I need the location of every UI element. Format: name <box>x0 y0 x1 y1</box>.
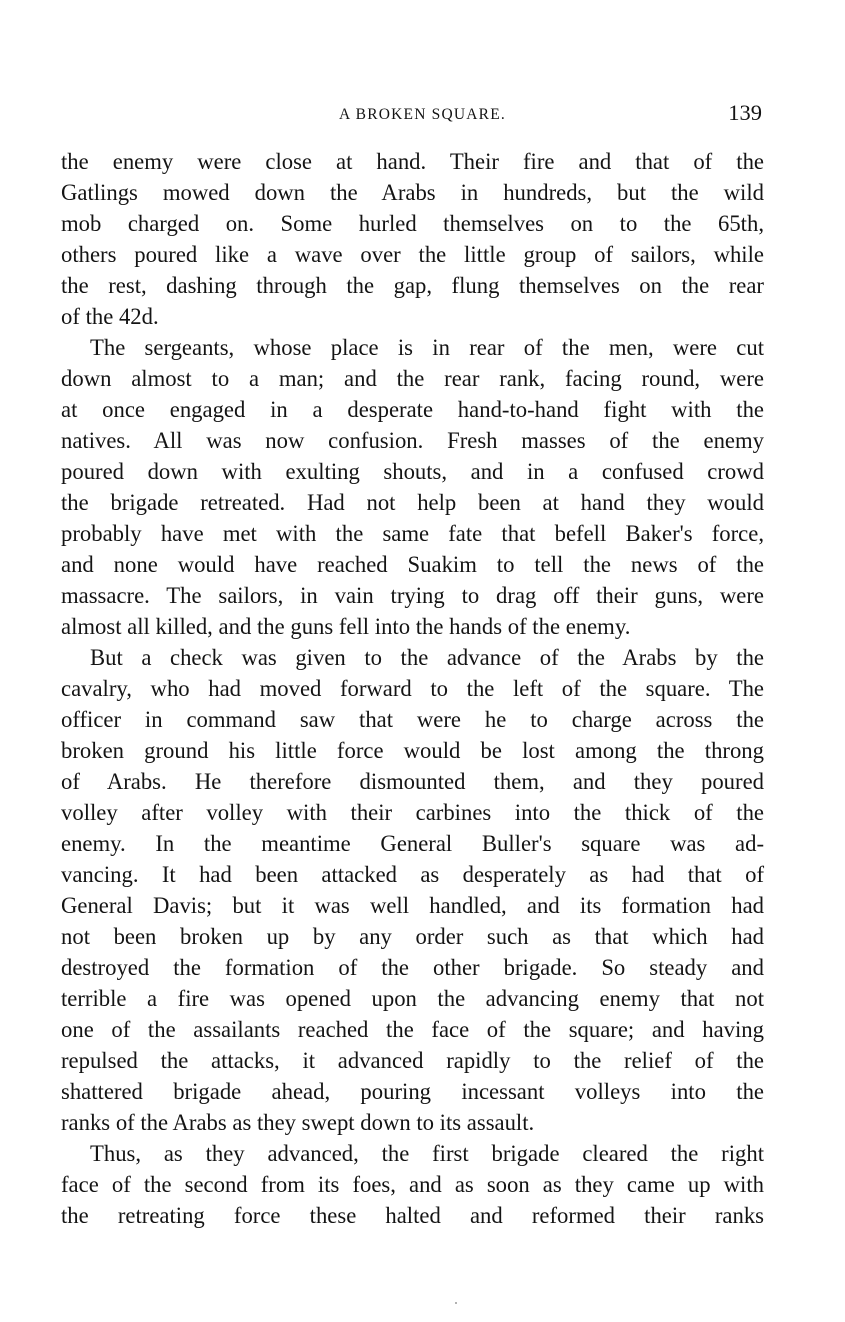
text-line: face of the second from its foes, and as soon as they came up with <box>61 1172 764 1197</box>
text-line: not been broken up by any order such as that which had <box>61 924 764 949</box>
text-line: General Davis; but it was well handled, and its formation had <box>61 893 764 918</box>
text-line: at once engaged in a desperate hand-to-hand fight with the <box>61 397 764 422</box>
text-line: others poured like a wave over the little group of sailors, while <box>61 242 764 267</box>
paragraph-first-line: The sergeants, whose place is in rear of the men, were cut <box>90 335 764 360</box>
book-page <box>61 96 764 1231</box>
text-line: massacre. The sailors, in vain trying to drag off their guns, were <box>61 583 764 608</box>
text-line: repulsed the attacks, it advanced rapidly to the relief of the <box>61 1048 764 1073</box>
text-line: terrible a fire was opened upon the advancing enemy that not <box>61 986 764 1011</box>
text-line: one of the assailants reached the face of the square; and having <box>61 1017 764 1042</box>
text-line: of Arabs. He therefore dismounted them, and they poured <box>61 769 764 794</box>
text-line: almost all killed, and the guns fell into the hands of the enemy. <box>61 614 631 639</box>
running-header <box>61 96 764 136</box>
text-line: broken ground his little force would be lost among the throng <box>61 738 764 763</box>
text-line: vancing. It had been attacked as desperately as had that of <box>61 862 764 887</box>
paragraph-first-line: Thus, as they advanced, the first brigade cleared the right <box>90 1141 764 1166</box>
text-line: the rest, dashing through the gap, flung themselves on the rear <box>61 273 764 298</box>
text-line: mob charged on. Some hurled themselves on to the 65th, <box>61 211 764 236</box>
scan-speck <box>455 1302 457 1304</box>
text-line: of the 42d. <box>61 304 159 329</box>
text-line: the brigade retreated. Had not help been at hand they would <box>61 490 764 515</box>
running-title: A BROKEN SQUARE. <box>339 106 506 123</box>
text-line: the enemy were close at hand. Their fire and that of the <box>61 149 764 174</box>
text-line: destroyed the formation of the other brigade. So steady and <box>61 955 764 980</box>
text-line: and none would have reached Suakim to tell the news of the <box>61 552 764 577</box>
text-line: cavalry, who had moved forward to the left of the square. The <box>61 676 764 701</box>
text-line: the retreating force these halted and reformed their ranks <box>61 1203 764 1228</box>
text-line: shattered brigade ahead, pouring incessant volleys into the <box>61 1079 764 1104</box>
text-line: down almost to a man; and the rear rank, facing round, were <box>61 366 764 391</box>
text-line: natives. All was now confusion. Fresh masses of the enemy <box>61 428 764 453</box>
text-line: ranks of the Arabs as they swept down to its assault. <box>61 1110 535 1135</box>
text-line: Gatlings mowed down the Arabs in hundreds, but the wild <box>61 180 764 205</box>
text-line: volley after volley with their carbines into the thick of the <box>61 800 764 825</box>
text-line: poured down with exulting shouts, and in a confused crowd <box>61 459 764 484</box>
paragraph-first-line: But a check was given to the advance of the Arabs by the <box>90 645 764 670</box>
text-line: probably have met with the same fate that befell Baker's force, <box>61 521 764 546</box>
text-line: enemy. In the meantime General Buller's square was ad- <box>61 831 764 856</box>
body-text <box>61 146 764 1231</box>
text-line: officer in command saw that were he to charge across the <box>61 707 764 732</box>
page-number: 139 <box>728 100 762 125</box>
